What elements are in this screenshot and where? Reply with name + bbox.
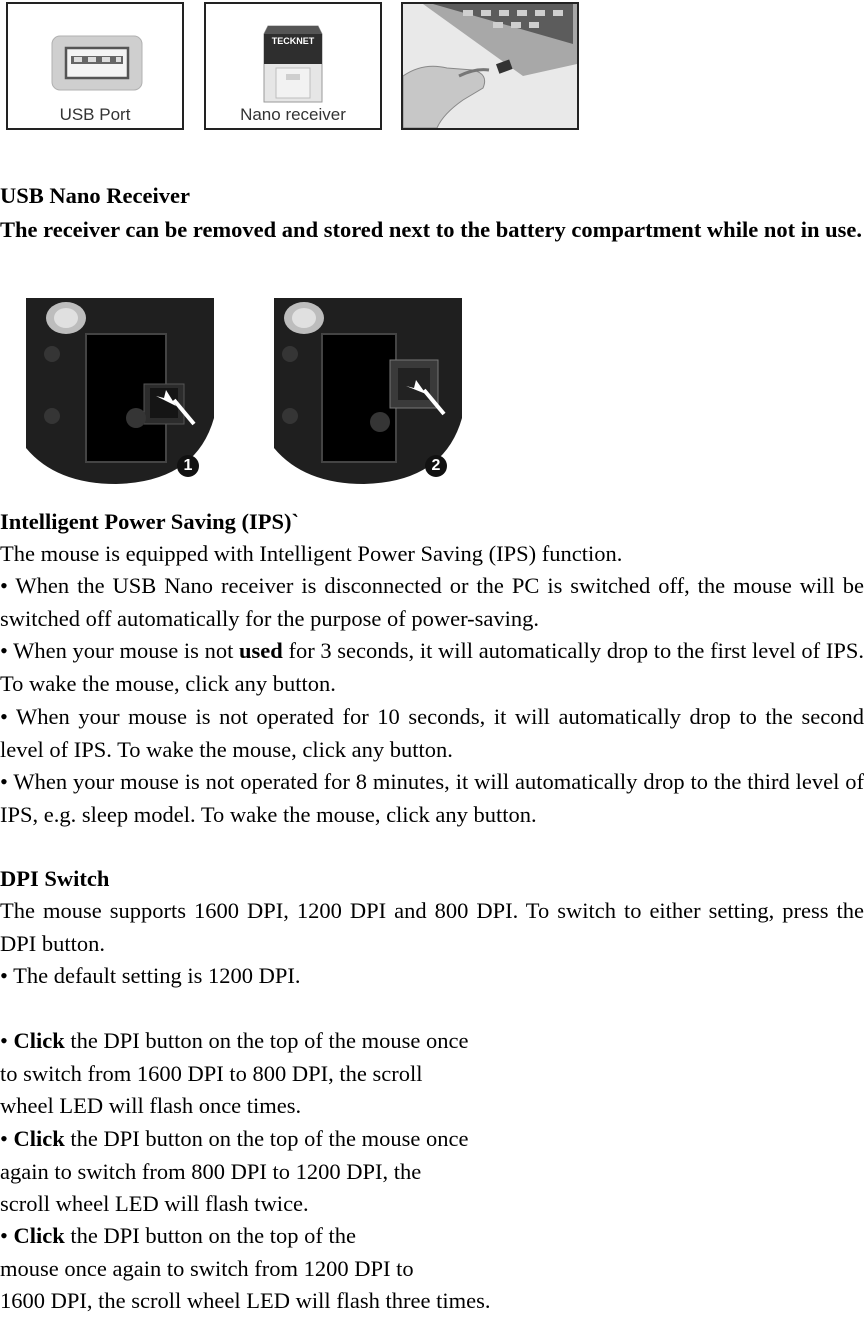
usb-section-subtitle: The receiver can be removed and stored next to the battery compartment while not in use. xyxy=(0,217,862,242)
bullet-mark: • xyxy=(0,1126,14,1151)
dpi-default: • The default setting is 1200 DPI. xyxy=(0,963,301,988)
dpi-section-title: DPI Switch xyxy=(0,866,110,891)
usb-port-label: USB Port xyxy=(59,105,131,124)
click-word: Click xyxy=(13,1223,65,1248)
nano-receiver-icon xyxy=(206,4,380,108)
mouse-underside-step1-image xyxy=(26,298,216,488)
dpi-step-3-text: the DPI button on the top of the xyxy=(64,1223,356,1248)
dpi-step-2-text: the DPI button on the top of the mouse once xyxy=(64,1126,469,1151)
dpi-step-1-line-3: wheel LED will flash once times. xyxy=(0,1093,302,1118)
laptop-hand-icon xyxy=(403,4,577,128)
dpi-step-2-line-2: again to switch from 800 DPI to 1200 DPI, the xyxy=(0,1158,422,1184)
click-word: Click xyxy=(13,1126,65,1151)
dpi-step-2-line-3: scroll wheel LED will flash twice. xyxy=(0,1191,309,1216)
ips-bullet-2 xyxy=(0,635,864,700)
step2-marker: 2 xyxy=(431,457,441,474)
mouse-underside-step2-image xyxy=(274,298,464,488)
click-word: Click xyxy=(13,1028,65,1053)
ips-bullet-2-bold: used xyxy=(239,638,283,663)
usb-section-title: USB Nano Receiver xyxy=(0,183,190,208)
usb-port-icon xyxy=(8,4,182,104)
nano-brand-text: TECKNET xyxy=(271,36,315,46)
ips-bullet-2-post: for 3 seconds, it will automatically drop to the first level of IPS. To wake the mouse, click any button. xyxy=(0,638,864,696)
ips-bullet-2-pre: • When your mouse is not xyxy=(0,638,239,663)
ips-bullet-4: • When your mouse is not operated for 8 minutes, it will automatically drop to the third level of IPS, e.g. sleep model. To wake the mouse, click any button. xyxy=(0,769,864,827)
nano-receiver-label: Nano receiver xyxy=(240,105,346,124)
ips-intro: The mouse is equipped with Intelligent Power Saving (IPS) function. xyxy=(0,541,623,566)
step1-marker: 1 xyxy=(183,457,193,474)
dpi-step-3-line-3: 1600 DPI, the scroll wheel LED will flash three times. xyxy=(0,1288,491,1313)
dpi-step-1-text: the DPI button on the top of the mouse once xyxy=(64,1028,469,1053)
nano-receiver-image xyxy=(204,2,382,130)
plug-in-receiver-photo xyxy=(401,2,579,130)
ips-section-title: Intelligent Power Saving (IPS)` xyxy=(0,509,299,534)
dpi-step-2-line-1 xyxy=(0,1123,864,1156)
usb-port-image xyxy=(6,2,184,130)
dpi-step-1-line-2: to switch from 1600 DPI to 800 DPI, the scroll xyxy=(0,1060,423,1086)
ips-bullet-1: • When the USB Nano receiver is disconnected or the PC is switched off, the mouse will be switched off automatically for the purpose of power-saving. xyxy=(0,573,864,631)
ips-bullet-3: • When your mouse is not operated for 10 seconds, it will automatically drop to the second level of IPS. To wake the mouse, click any button. xyxy=(0,704,864,762)
dpi-step-3 xyxy=(0,1220,864,1318)
bullet-mark: • xyxy=(0,1028,14,1053)
dpi-step-1-line-1 xyxy=(0,1025,864,1058)
dpi-intro: The mouse supports 1600 DPI, 1200 DPI and 800 DPI. To switch to either setting, press the DPI button. xyxy=(0,898,864,956)
dpi-step-1 xyxy=(0,1025,864,1123)
dpi-step-2 xyxy=(0,1123,864,1221)
dpi-step-3-line-2: mouse once again to switch from 1200 DPI to xyxy=(0,1255,414,1281)
dpi-step-3-line-1 xyxy=(0,1220,864,1253)
bullet-mark: • xyxy=(0,1223,14,1248)
